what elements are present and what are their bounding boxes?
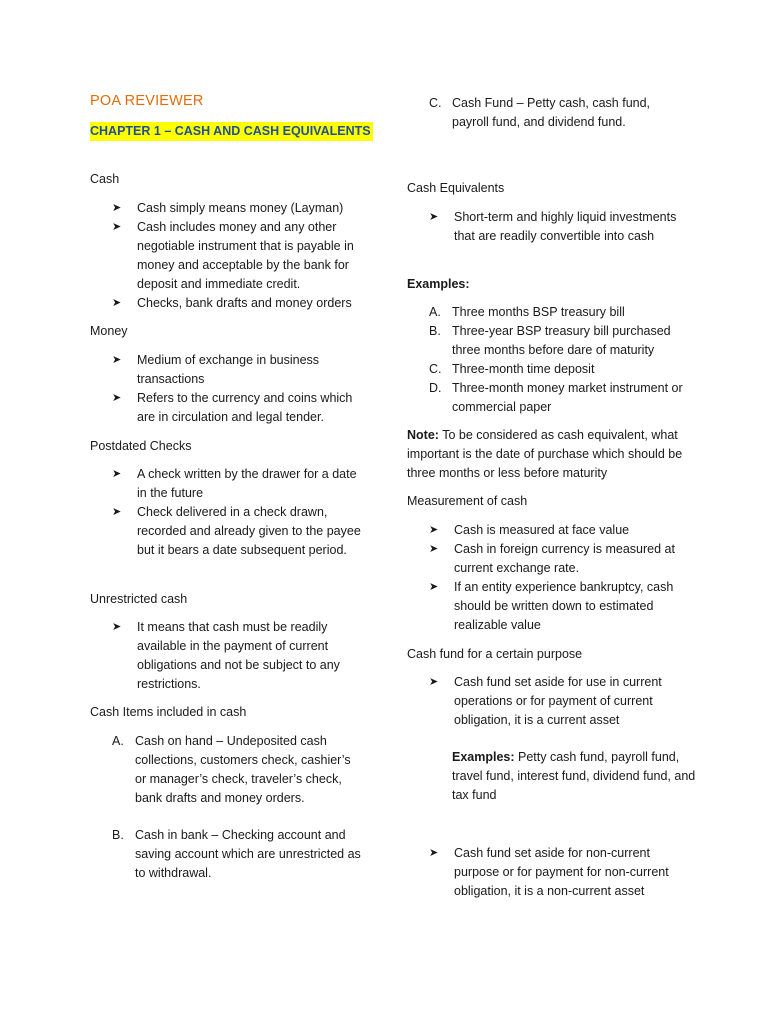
note-label: Note: [407, 428, 439, 442]
note-paragraph [407, 426, 689, 483]
arrow-bullet-icon: ➤ [429, 581, 439, 593]
arrow-bullet-icon: ➤ [429, 211, 439, 223]
list-item: A. Cash on hand – Undeposited cash collections, customers check, cashier’s or manager’s check, traveler’s check, bank drafts and money orders. [112, 734, 351, 805]
arrow-bullet-icon: ➤ [429, 524, 439, 536]
arrow-bullet-icon: ➤ [429, 676, 439, 688]
fund-examples-text: Petty cash fund, payroll fund, travel fund, interest fund, dividend fund, and tax fund [452, 750, 696, 802]
arrow-bullet-icon: ➤ [112, 202, 122, 214]
arrow-bullet-icon: ➤ [429, 847, 439, 859]
unrestricted-bullet-list [90, 618, 370, 694]
section-heading-examples: Examples: [407, 277, 470, 291]
section-heading-postdated: Postdated Checks [90, 439, 192, 453]
cash-items-list [90, 732, 362, 808]
list-item: ➤ Medium of exchange in business transactions [112, 353, 320, 386]
fund-examples-paragraph [452, 748, 710, 805]
fund-examples-label: Examples: [452, 750, 515, 764]
cash-fund-item [407, 94, 669, 132]
arrow-bullet-icon: ➤ [112, 297, 122, 309]
section-heading-cash: Cash [90, 172, 120, 186]
arrow-bullet-icon: ➤ [112, 468, 122, 480]
list-item: D. Three-month money market instrument or commercial paper [429, 381, 683, 414]
arrow-bullet-icon: ➤ [429, 543, 439, 555]
list-item: ➤ A check written by the drawer for a date in the future [112, 467, 357, 500]
list-item: ➤ If an entity experience bankruptcy, cash should be written down to estimated realizable value [429, 580, 674, 632]
arrow-bullet-icon: ➤ [112, 354, 122, 366]
list-item: ➤ Cash simply means money (Layman) [90, 199, 370, 218]
arrow-bullet-icon: ➤ [112, 392, 122, 404]
list-item: A. Three months BSP treasury bill [429, 305, 625, 319]
list-item: ➤ Cash fund set aside for use in current operations or for payment of current obligation, it is a current asset [429, 675, 662, 727]
list-item: ➤ Cash in foreign currency is measured at current exchange rate. [429, 542, 675, 575]
section-heading-measurement: Measurement of cash [407, 494, 528, 508]
section-heading-fund-purpose: Cash fund for a certain purpose [407, 647, 583, 661]
list-item: ➤ Checks, bank drafts and money orders [90, 294, 370, 313]
list-item: ➤ Short-term and highly liquid investments that are readily convertible into cash [429, 210, 677, 243]
section-heading-equivalents: Cash Equivalents [407, 181, 505, 195]
list-item: ➤ It means that cash must be readily available in the payment of current obligations and not be subject to any restrictions. [112, 620, 340, 691]
list-item: C. Cash Fund – Petty cash, cash fund, payroll fund, and dividend fund. [429, 96, 651, 129]
cash-bullet-list [90, 199, 370, 313]
cash-items-list-b [90, 826, 362, 883]
list-item: ➤ Refers to the currency and coins which are in circulation and legal tender. [112, 391, 353, 424]
arrow-bullet-icon: ➤ [112, 506, 122, 518]
note-text: To be considered as cash equivalent, what important is the date of purchase which should be three months or less before maturity [407, 428, 683, 480]
postdated-bullet-list [90, 465, 362, 560]
arrow-bullet-icon: ➤ [112, 621, 122, 633]
arrow-bullet-icon: ➤ [112, 221, 122, 233]
list-item: C. Three-month time deposit [429, 362, 595, 376]
list-item: B. Cash in bank – Checking account and saving account which are unrestricted as to withdrawal. [112, 828, 361, 880]
section-heading-unrestricted: Unrestricted cash [90, 592, 188, 606]
document-title: POA REVIEWER [90, 93, 204, 109]
examples-list [407, 303, 692, 417]
section-heading-money: Money [90, 324, 128, 338]
measurement-bullet-list [407, 521, 689, 635]
list-item: ➤ Cash is measured at face value [407, 521, 689, 540]
list-item: B. Three-year BSP treasury bill purchased three months before dare of maturity [429, 324, 671, 357]
list-item: ➤ Cash includes money and any other negotiable instrument that is payable in money and acceptable by the bank for deposit and immediate credit. [112, 220, 354, 291]
equivalents-bullet-list [407, 208, 687, 246]
section-heading-cash-items: Cash Items included in cash [90, 705, 247, 719]
list-item: ➤ Cash fund set aside for non-current purpose or for payment for non-current obligation, it is a non-current asset [429, 846, 669, 898]
chapter-heading: CHAPTER 1 – CASH AND CASH EQUIVALENTS [90, 122, 373, 141]
list-item: ➤ Check delivered in a check drawn, recorded and already given to the payee but it bears a date subsequent period. [112, 505, 361, 557]
fund-noncurrent-bullet [407, 844, 692, 901]
money-bullet-list [90, 351, 365, 427]
fund-current-bullet [407, 673, 692, 730]
